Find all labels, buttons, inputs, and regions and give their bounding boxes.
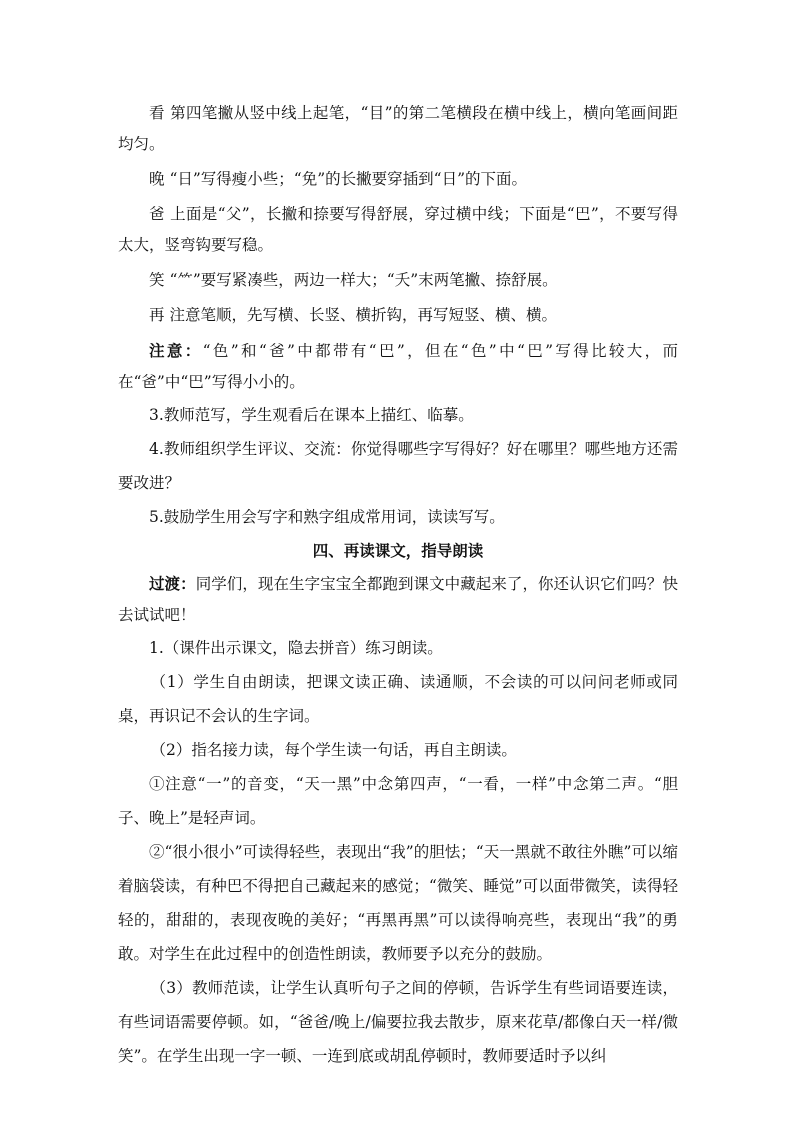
char-xiao-text: “⺮”要写紧凑些，两边一样大；“夭”末两笔撇、捺舒展。 <box>164 271 558 289</box>
char-ba-text: 上面是“父”，长撇和捺要写得舒展，穿过横中线；下面是“巴”，不要写得太大，竖弯钩要写稳。 <box>118 205 678 254</box>
step-3: 3.教师范写，学生观看后在课本上描红、临摹。 <box>149 406 474 424</box>
reading-step-1: 1.（课件出示课文，隐去拼音）练习朗读。 <box>149 639 443 657</box>
step-4: 4.教师组织学生评议、交流：你觉得哪些字写得好？好在哪里？哪些地方还需要改进？ <box>118 440 678 492</box>
char-guide-ba <box>118 199 678 261</box>
reading-step-1-3: （3）教师范读，让学生认真听句子之间的停顿，告诉学生有些词语要连读，有些词语需要停顿。如，“爸爸/晚上/偏要拉我去散步，原来花草/都像白天一样/微笑”。在学生出现一字一顿、一连到底或胡乱停顿时，教师要适时予以纠 <box>118 979 678 1065</box>
char-kan: 看 <box>149 104 165 122</box>
section-heading: 四、再读课文，指导朗读 <box>312 541 484 560</box>
char-zai-text: 注意笔顺，先写横、长竖、横折钩，再写短竖、横、横。 <box>164 306 557 324</box>
char-wan-text: “日”写得瘦小些；“免”的长撇要穿插到“日”的下面。 <box>164 170 527 188</box>
reading-tip-2: ②“很小很小”可读得轻些，表现出“我”的胆怯；“天一黑就不敢往外瞧”可以缩着脑袋读，有种巴不得把自己藏起来的感觉；“微笑、睡觉”可以面带微笑，读得轻轻的，甜甜的，表现夜晚的美好；“再黑再黑”可以读得响亮些，表现出“我”的勇敢。对学生在此过程中的创造性朗读，教师要予以充分的鼓励。 <box>118 843 678 963</box>
char-xiao: 笑 <box>149 271 165 289</box>
document-page <box>118 98 678 1073</box>
reading-step-1-2: （2）指名接力读，每个学生读一句话，再自主朗读。 <box>150 741 517 759</box>
note-paragraph <box>118 335 678 398</box>
char-ba: 爸 <box>149 205 165 223</box>
reading-tip-1: ①注意“一”的音变，“天一黑”中念第四声，“一看，一样”中念第二声。“胆子、晚上”是轻声词。 <box>118 775 678 827</box>
step-5: 5.鼓励学生用会写字和熟字组成常用词，读读写写。 <box>149 508 505 526</box>
transition-label: 过渡： <box>149 574 196 593</box>
char-guide-xiao <box>118 265 678 296</box>
transition-paragraph <box>118 568 678 631</box>
note-label: 注意： <box>149 341 203 360</box>
char-kan-text: 第四笔撇从竖中线上起笔，“目”的第二笔横段在横中线上，横向笔画间距均匀。 <box>118 104 678 153</box>
char-zai: 再 <box>149 306 165 324</box>
char-guide-kan <box>118 98 678 160</box>
char-wan: 晚 <box>149 170 165 188</box>
char-guide-wan <box>118 164 678 195</box>
note-text: “色”和“爸”中都带有“巴”，但在“色”中“巴”写得比较大，而在“爸”中“巴”写得小小的。 <box>118 342 678 391</box>
char-guide-zai <box>118 300 678 331</box>
transition-text: 同学们，现在生字宝宝全都跑到课文中藏起来了，你还认识它们吗？快去试试吧！ <box>118 575 678 624</box>
reading-step-1-1: （1）学生自由朗读，把课文读正确、读通顺，不会读的可以问问老师或同桌，再识记不会认的生字词。 <box>118 673 678 725</box>
